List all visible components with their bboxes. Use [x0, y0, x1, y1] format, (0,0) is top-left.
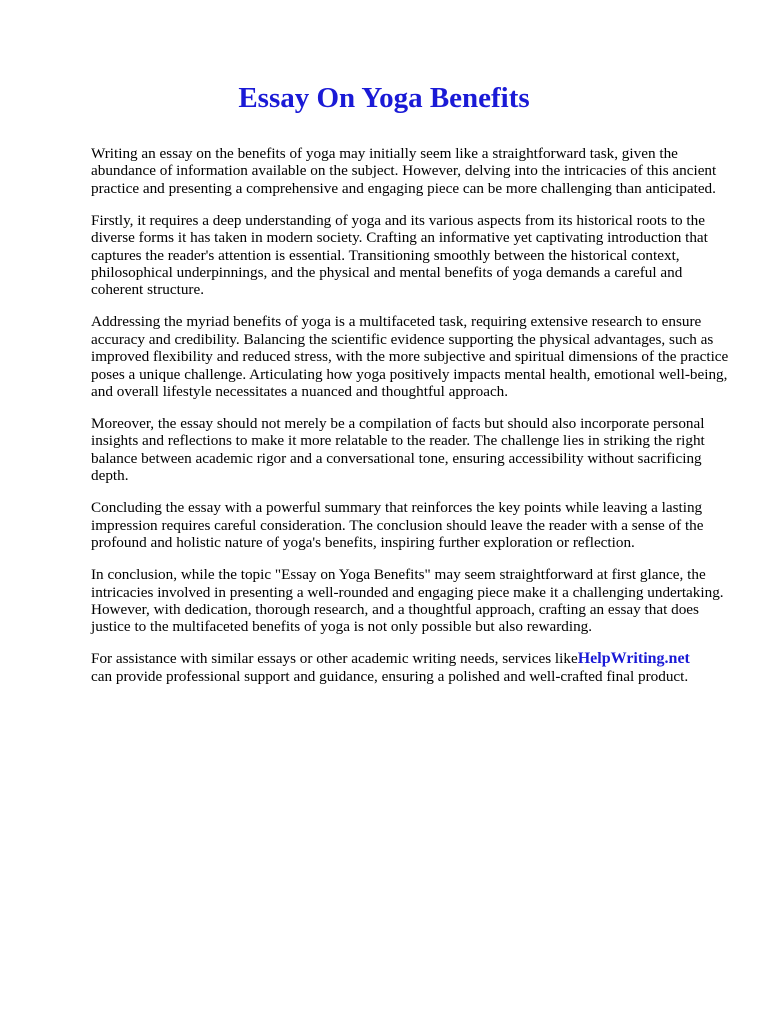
- helpwriting-link[interactable]: HelpWriting.net: [577, 650, 690, 668]
- page-title: Essay On Yoga Benefits: [238, 82, 530, 114]
- paragraph-firstly: Firstly, it requires a deep understanding of yoga and its various aspects from its historical roots to the diverse forms it has taken in modern society. Crafting an informative yet captivating introduction that captures the reader's attention is essential. Transitioning smoothly between the historical context, philosophical underpinnings, and the physical and mental benefits of yoga demands a careful and coherent structure.: [91, 211, 708, 299]
- paragraph-moreover: Moreover, the essay should not merely be a compilation of facts but should also incorporate personal insights and reflections to make it more relatable to the reader. The challenge lies in striking the right balance between academic rigor and a conversational tone, ensuring accessibility without sacrificing depth.: [91, 415, 705, 485]
- essay-body: [91, 145, 731, 700]
- paragraph-intro: Writing an essay on the benefits of yoga may initially seem like a straightforward task, given the abundance of information available on the subject. However, delving into the intricacies of this ancient practice and presenting a comprehensive and engaging piece can be more challenging than anticipated.: [91, 145, 717, 197]
- paragraph-benefits: Addressing the myriad benefits of yoga is a multifaceted task, requiring extensive research to ensure accuracy and credibility. Balancing the scientific evidence supporting the physical advantages, such as improved flexibility and reduced stress, with the more subjective and spiritual dimensions of the practice poses a unique challenge. Articulating how yoga positively impacts mental health, emotional well-being, and overall lifestyle necessitates a nuanced and thoughtful approach.: [91, 313, 729, 401]
- assistance-text-after: can provide professional support and guidance, ensuring a polished and well-crafted final product.: [91, 667, 689, 685]
- paragraph-conclusion: In conclusion, while the topic "Essay on Yoga Benefits" may seem straightforward at first glance, the intricacies involved in presenting a well-rounded and engaging piece make it a challenging undertaking. However, with dedication, thorough research, and a thoughtful approach, crafting an essay that does justice to the multifaceted benefits of yoga is not only possible but also rewarding.: [91, 566, 724, 636]
- assistance-text-before: For assistance with similar essays or other academic writing needs, services like: [91, 650, 578, 668]
- paragraph-concluding: Concluding the essay with a powerful summary that reinforces the key points while leaving a lasting impression requires careful consideration. The conclusion should leave the reader with a sense of the profound and holistic nature of yoga's benefits, inspiring further exploration or reflection.: [91, 499, 704, 552]
- paragraph-assistance: [91, 650, 731, 685]
